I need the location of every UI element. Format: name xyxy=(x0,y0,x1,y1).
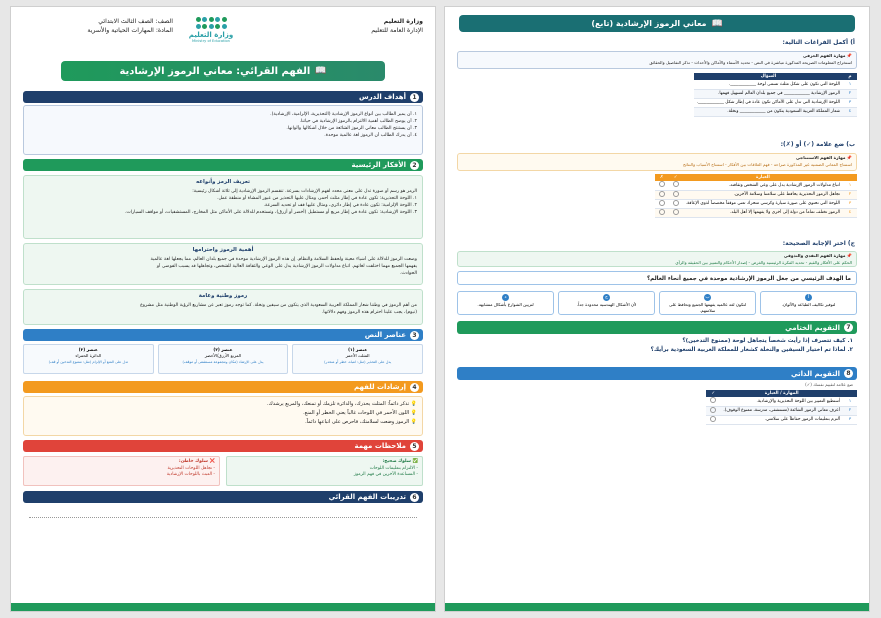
true-radio[interactable] xyxy=(673,191,679,197)
directorate-name: الإدارة العامة للتعليم xyxy=(371,27,423,34)
national-line: من أهم الرموز في وطننا شعار المملكة العربية السعودية الذي يتكون من سيفين ونخلة. كما توجد رموز تعبر عن مشاريع الرؤية الوطنية مثل مشروع xyxy=(140,303,417,308)
section-title: التقويم الذاتي xyxy=(790,369,840,378)
col-false: ✗ xyxy=(659,175,664,180)
skill-desc: استنتاج المعاني الضمنية غير المذكورة صراحة - فهم العلاقات بين الأفكار - استنتاج الأسباب والنتائج xyxy=(682,161,852,167)
section-number: 4 xyxy=(410,383,419,392)
choice-option[interactable] xyxy=(760,291,857,315)
choice-option[interactable] xyxy=(457,291,554,315)
guidance-box xyxy=(23,396,423,436)
definition-line: ١. اللوحة التحذيرية: تكون عادة في إطار مثلث أحمر، ومثال عليها التحذير من عبور المشاة أو منطقة عمل. xyxy=(217,196,417,201)
skill-title: مهارة الفهم النقدي والتذوقي xyxy=(783,253,846,258)
pin-icon: 📌 xyxy=(845,155,852,160)
truefalse-table xyxy=(655,174,857,218)
bulb-icon: 💡 xyxy=(409,419,417,425)
choice-option[interactable] xyxy=(659,291,756,315)
page-title: معاني الرموز الإرشادية (تابع) xyxy=(591,19,707,28)
objective-item: ٣. أن يستنتج الطالب معاني الرموز الشائعة من خلال أشكالها وألوانها. xyxy=(286,126,417,131)
element-card xyxy=(158,344,289,374)
row-number: ١ xyxy=(843,181,857,190)
true-radio[interactable] xyxy=(673,181,679,187)
subject-label: المادة: المهارات الحياتية والأسرية xyxy=(87,27,173,34)
check-icon: ✅ xyxy=(411,459,418,464)
option-text: لأن الأشكال الهندسية محدودة جداً. xyxy=(576,302,637,307)
section-number: 2 xyxy=(410,161,419,170)
importance-title: أهمية الرموز واحترامها xyxy=(192,247,254,253)
fill-skill-box xyxy=(457,51,857,69)
skill-title: مهارة الفهم الحرفي xyxy=(803,53,846,58)
guidance-text: الرموز وضعت لسلامتك، فاحرص على اتباعها دائماً. xyxy=(305,419,410,425)
table-row xyxy=(706,406,857,415)
section-number: 5 xyxy=(410,442,419,451)
section-title: ملاحظات مهمة xyxy=(354,442,406,450)
element-card xyxy=(23,344,154,374)
table-row xyxy=(694,98,857,107)
table-row xyxy=(655,208,857,217)
cross-icon: ❌ xyxy=(208,459,215,464)
bad-behavior-title: سلوك خاطئ: xyxy=(178,459,208,464)
row-number: ٣ xyxy=(843,415,857,424)
section-title: الأفكار الرئيسية xyxy=(351,161,406,169)
book-icon: 📖 xyxy=(315,66,327,76)
row-number: ١ xyxy=(843,80,857,89)
option-text: لتوفير تكاليف الطباعة والألوان. xyxy=(781,302,836,307)
header-class-info xyxy=(23,17,173,35)
importance-line: يفهمها الجميع مهما اختلفت لغاتهم. اتباع مدلولات الرموز الإرشادية يدل على الوعي والثقافة العالية للشخص، وتجاهلها قد يسبب الفوضى أو xyxy=(156,264,417,269)
option-letter: ب xyxy=(705,295,710,300)
definition-title: تعريف الرمز وأنواعه xyxy=(196,179,250,185)
question-text: الرموز الإرشادية ____________ في جميع بلدان العالم لتسهيل فهمها. xyxy=(694,89,843,98)
question-text: اللوحة الإرشادية التي تدل على الأماكن تكون عادة في إطار شكل ____________. xyxy=(694,98,843,107)
choice-options xyxy=(457,291,857,315)
statement-text: اللوحة التي تحتوي على صورة سيارة وكرسي متحرك تعني موقفاً مخصصاً لذوي الإعاقة. xyxy=(683,199,843,208)
truefalse-heading: ب) ضع علامة (✓) أو (✗): xyxy=(780,141,855,148)
bad-behavior-card xyxy=(23,456,220,486)
objectives-list xyxy=(23,105,423,155)
section-number: 7 xyxy=(844,323,853,332)
section-title: تدريبات الفهم القرائي xyxy=(328,493,406,501)
choice-heading: ج) اختر الإجابة الصحيحة: xyxy=(782,240,855,247)
row-number: ٢ xyxy=(843,406,857,415)
national-line: (نيوم)، يجب علينا احترام هذه الرموز وفهم دلالاتها. xyxy=(321,310,417,315)
section-title: إرشادات للفهم xyxy=(353,383,406,391)
element-head: عنصر (٢) xyxy=(213,347,233,352)
section-title: التقويم الختامي xyxy=(785,323,840,332)
page-footer-bar xyxy=(11,603,435,611)
element-name: المثلث الأحمر xyxy=(345,353,370,358)
question-text: شعار المملكة العربية السعودية يتكون من ____________ ونخلة. xyxy=(694,107,843,116)
element-desc: يدل على الإرشاد (مكان ومجموعة مستشفى أو موقف) xyxy=(182,360,264,364)
good-behavior-item: - المساعدة الآخرين في فهم الرموز xyxy=(353,472,418,477)
section-number: 1 xyxy=(410,93,419,102)
objective-item: ١. أن يميز الطالب بين أنواع الرموز الإرشادية (التحذيرية، الإلزامية، الإرشادية). xyxy=(270,112,417,117)
section-exercises-header xyxy=(23,491,423,503)
col-statement: العبارة xyxy=(755,175,770,180)
row-number: ٢ xyxy=(843,89,857,98)
statement-text: تجاهل الرموز التحذيرية يحافظ على سلامتنا وسلامة الآخرين. xyxy=(683,190,843,199)
table-row xyxy=(694,107,857,116)
element-name: المربع الأزرق/الأخضر xyxy=(204,353,242,358)
row-number: ٤ xyxy=(843,208,857,217)
section-number: 3 xyxy=(410,331,419,340)
row-number: ١ xyxy=(843,397,857,406)
skill-text: ألتزم بتعليمات الرموز حفاظاً على سلامتي. xyxy=(720,415,843,424)
false-radio[interactable] xyxy=(659,191,665,197)
row-number: ٤ xyxy=(843,107,857,116)
section-title: عناصر النص xyxy=(364,331,406,339)
col-question: السؤال xyxy=(760,74,777,79)
col-true: ✓ xyxy=(673,175,678,180)
logo-dots xyxy=(181,17,241,29)
element-head: عنصر (٣) xyxy=(78,347,98,352)
element-desc: يدل على التحذير (مثل: انتباه، خطر أو منحدر) xyxy=(324,360,392,364)
choice-option[interactable] xyxy=(558,291,655,315)
section-number: 6 xyxy=(410,493,419,502)
section-objectives-header xyxy=(23,91,423,103)
pin-icon: 📌 xyxy=(845,53,852,58)
section-final-header xyxy=(457,321,857,334)
col-number xyxy=(843,174,857,181)
statement-text: اتباع مدلولات الرموز الإرشادية يدل على وعي الشخص وثقافته. xyxy=(683,181,843,190)
importance-line: الحوادث. xyxy=(399,271,417,276)
importance-line: وضعت الرموز للدلالة على أشياء معينة ولحفظ السلامة والنظام. إن هذه الرموز الإرشادية موحدة في جميع بلدان العالم، مما يجعلها لغة عالمية xyxy=(150,257,417,262)
guidance-item xyxy=(29,400,417,409)
col-number xyxy=(843,390,857,397)
bad-behavior-item: - تجاهل اللوحات التحذيرية xyxy=(167,465,215,471)
col-skill: المهارة / العبارة xyxy=(764,391,799,396)
page-title-banner xyxy=(459,15,855,32)
final-questions xyxy=(461,337,853,355)
skill-text: أستطيع التمييز بين اللوحة التحذيرية والإرشادية. xyxy=(720,397,843,406)
importance-box xyxy=(23,243,423,285)
answer-line xyxy=(29,517,417,518)
skill-title: مهارة الفهم الاستنتاجي xyxy=(796,155,846,160)
element-name: الدائرة الحمراء xyxy=(75,353,102,358)
good-behavior-title: سلوك صحيح: xyxy=(382,459,411,464)
skill-desc: استخراج المعلومات الصريحة المذكورة مباشرة في النص - تحديد الأسماء والأماكن والأحداث - تذكر التفاصيل والحقائق xyxy=(649,59,852,65)
text-elements-grid xyxy=(23,344,423,374)
table-row xyxy=(694,89,857,98)
objective-item: ٤. أن يدرك الطالب أن الرموز لغة عالمية موحدة. xyxy=(324,133,417,138)
true-radio[interactable] xyxy=(673,200,679,206)
table-row xyxy=(655,181,857,190)
option-letter: د xyxy=(502,294,509,301)
choice-question: ما الهدف الرئيسي من جعل الرموز الإرشادية موحدة في جميع أنحاء العالم؟ xyxy=(457,271,857,285)
page-footer-bar xyxy=(445,603,869,611)
question-text: اللوحة التي تكون على شكل مثلث تسمى لوحة ____________. xyxy=(694,80,843,89)
statement-text: الرموز تختلف تماماً من دولة إلى أخرى ولا يفهمها إلا أهل البلد. xyxy=(683,208,843,217)
page-title: الفهم القرائي: معاني الرموز الإرشادية xyxy=(119,65,311,77)
element-head: عنصر (١) xyxy=(348,347,368,352)
table-row xyxy=(655,190,857,199)
national-symbols-box xyxy=(23,289,423,325)
truefalse-skill-box xyxy=(457,153,857,171)
final-question: ٢. لماذا تم اختيار السيفين والنخلة كشعار للمملكة العربية السعودية برأيك؟ xyxy=(650,347,853,353)
section-elements-header xyxy=(23,329,423,341)
book-icon: 📖 xyxy=(711,18,723,29)
grade-label: الصف: الصف الثالث الابتدائي xyxy=(98,18,173,25)
table-row xyxy=(706,415,857,424)
option-letter: أ xyxy=(805,294,812,301)
skill-desc: الحكم على الأفكار والقيم - تحديد الفكرة الرئيسية والغرض - إصدار الأحكام والتمييز بين الحقيقة والرأي xyxy=(675,259,852,265)
element-desc: تدل على المنع أو الإلزام (مثل: ممنوع التدخين أو قف) xyxy=(48,360,129,364)
section-number: 8 xyxy=(844,369,853,378)
section-title: أهداف الدرس xyxy=(358,93,406,101)
bulb-icon: 💡 xyxy=(409,401,417,407)
guidance-text: اللون الأحمر في اللوحات غالباً يعني الخطر أو المنع. xyxy=(303,410,410,416)
good-behavior-item: - الالتزام بتعليمات اللوحات xyxy=(369,465,418,471)
fill-blanks-table xyxy=(694,73,857,117)
col-check: ✓ xyxy=(711,391,716,396)
table-row xyxy=(694,80,857,89)
table-row xyxy=(706,397,857,406)
false-radio[interactable] xyxy=(659,181,665,187)
definition-line: الرمز هو رسم أو صورة تدل على معنى محدد لفهم الإرشادات بسرعة. تنقسم الرموز الإرشادية إلى ثلاثة أشكال رئيسية: xyxy=(192,189,417,194)
section-notes-header xyxy=(23,440,423,452)
option-text: لتزيين الشوارع بأشكال متشابهة. xyxy=(477,302,534,307)
section-self-header xyxy=(457,367,857,380)
definition-line: ٢. اللوحة الإلزامية: تكون عادة في إطار دائري، ومثال عليها قف أو تحديد السرعة. xyxy=(263,203,417,208)
definition-box xyxy=(23,175,423,239)
self-check-radio[interactable] xyxy=(710,407,716,413)
ministry-logo xyxy=(181,17,241,43)
element-card xyxy=(292,344,423,374)
final-question: ١. كيف تتصرف إذا رأيت شخصاً يتجاهل لوحة (ممنوع التدخين)؟ xyxy=(682,338,853,344)
false-radio[interactable] xyxy=(659,200,665,206)
definition-line: ٣. اللوحة الإرشادية: تكون عادة في إطار مربع أو مستطيل (أخضر أو أزرق)، وتستخدم للدلالة على الأماكن مثل المخارج، المستشفيات، أو مواقف السيارات. xyxy=(124,210,417,215)
guidance-text: تذكر دائماً: المثلث يحذرك، والدائرة تلزمك أو تمنعك، والمربع يرشدك. xyxy=(266,401,410,407)
pin-icon: 📌 xyxy=(845,253,852,258)
worksheet-page-1 xyxy=(10,6,436,612)
fill-blanks-heading: أ) أكمل الفراغات التالية: xyxy=(782,39,855,46)
self-eval-table xyxy=(706,390,857,425)
national-title: رموز وطنية وعامة xyxy=(198,293,248,299)
self-eval-hint: ضع علامة لتقييم نفسك (✓) xyxy=(805,382,853,387)
logo-english-text: Ministry of Education xyxy=(192,38,230,43)
col-number: م xyxy=(848,74,852,79)
row-number: ٣ xyxy=(843,199,857,208)
table-row xyxy=(655,199,857,208)
guidance-item xyxy=(29,409,417,418)
objective-item: ٢. أن يوضح الطالب أهمية الالتزام بالرموز الإرشادية في حياتنا. xyxy=(299,119,417,124)
row-number: ٢ xyxy=(843,190,857,199)
option-letter: ج xyxy=(603,294,610,301)
self-check-radio[interactable] xyxy=(710,397,716,403)
option-text: لتكون لغة عالمية يفهمها الجميع وتحافظ على سلامتهم. xyxy=(668,302,746,313)
worksheet-page-2 xyxy=(444,6,870,612)
good-behavior-card xyxy=(226,456,423,486)
page-title-banner xyxy=(61,61,385,81)
choice-skill-box xyxy=(457,251,857,267)
skill-text: أعرف معاني الرموز الشائعة (مستشفى، مدرسة، ممنوع الوقوف). xyxy=(720,406,843,415)
bulb-icon: 💡 xyxy=(409,410,417,416)
row-number: ٣ xyxy=(843,98,857,107)
section-ideas-header xyxy=(23,159,423,171)
false-radio[interactable] xyxy=(659,209,665,215)
header-ministry xyxy=(371,17,423,35)
notes-grid xyxy=(23,456,423,486)
true-radio[interactable] xyxy=(673,209,679,215)
ministry-name: وزارة التعليم xyxy=(383,18,423,25)
logo-arabic-text: وزارة التعليم xyxy=(188,30,234,39)
section-guidance-header xyxy=(23,381,423,393)
bad-behavior-item: - العبث باللوحات الإرشادية xyxy=(166,472,215,477)
guidance-item xyxy=(29,418,417,427)
self-check-radio[interactable] xyxy=(710,416,716,422)
